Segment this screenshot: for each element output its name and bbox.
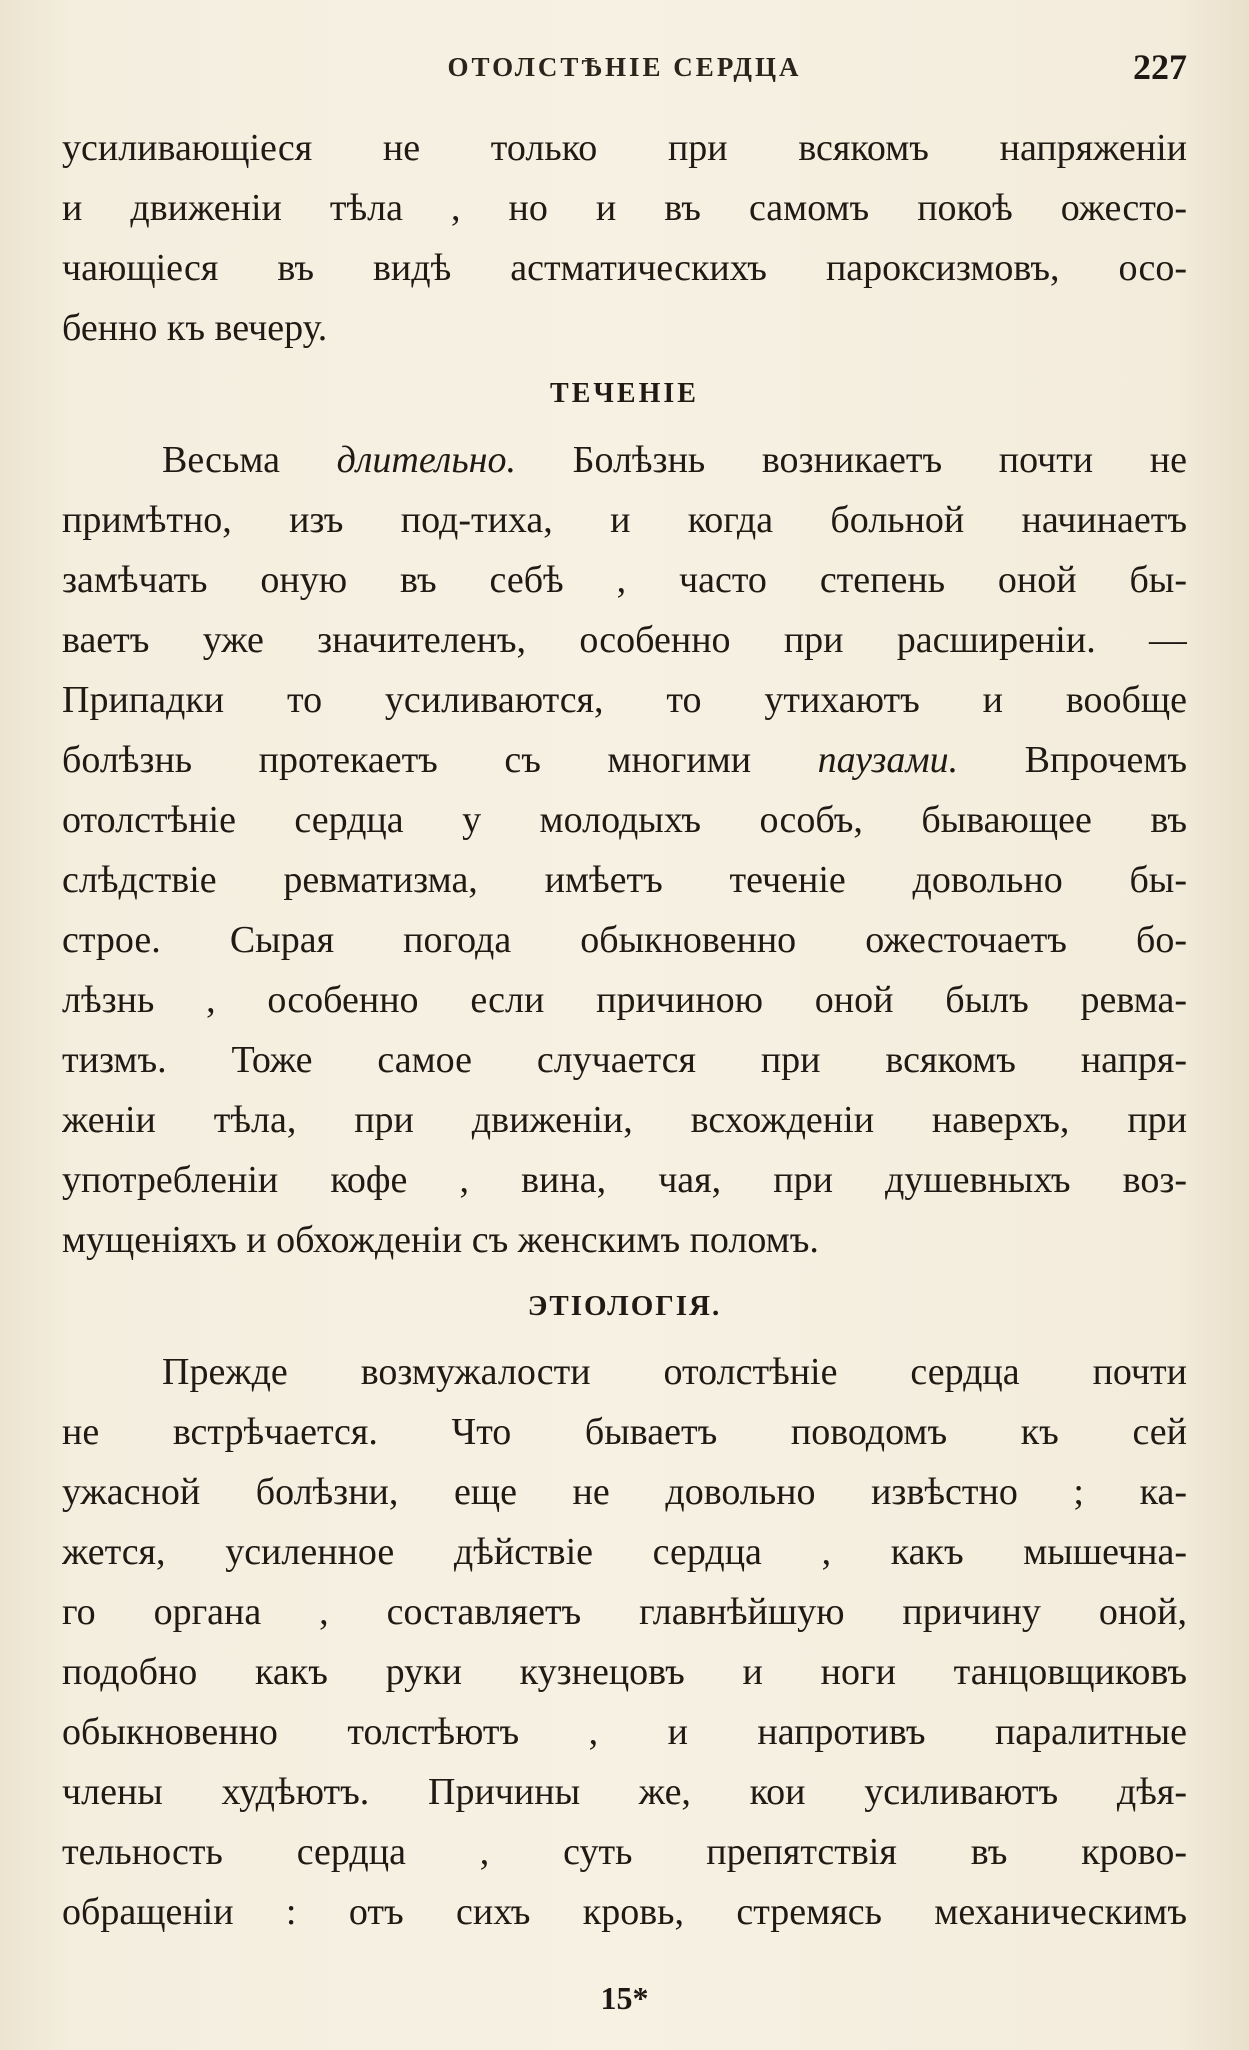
section-heading-course: ТЕЧЕНІЕ [550, 378, 699, 409]
text-line: не встрѣчается. Что бываетъ поводомъ къ сей [62, 1411, 1187, 1453]
text-line: тельность сердца , суть препятствія въ крово- [62, 1831, 1187, 1873]
section-heading-etiology: ЭТІОЛОГІЯ. [527, 1290, 722, 1322]
text-line: бенно къ вечеру. [62, 307, 328, 349]
text-line: члены худѣютъ. Причины же, кои усиливаютъ дѣя- [62, 1771, 1187, 1813]
text-run: Болѣзнь возникаетъ почти не [516, 439, 1187, 481]
running-title: ОТОЛСТѢНІЕ СЕРДЦА [447, 52, 802, 82]
text-run: Весьма [162, 439, 337, 481]
text-line: употребленіи кофе , вина, чая, при душевныхъ воз- [62, 1159, 1187, 1201]
text-line: слѣдствіе ревматизма, имѣетъ теченіе довольно бы- [62, 859, 1187, 901]
text-run: болѣзнь протекаетъ съ многими [62, 739, 818, 781]
text-line: примѣтно, изъ под-тиха, и когда больной начинаетъ [62, 499, 1187, 541]
paragraph-etiology [62, 1342, 1187, 1942]
page-number: 227 [1133, 47, 1187, 87]
text-line: подобно какъ руки кузнецовъ и ноги танцовщиковъ [62, 1651, 1187, 1693]
text-line: и движеніи тѣла , но и въ самомъ покоѣ ожесто- [62, 187, 1187, 229]
text-run: Впрочемъ [958, 739, 1187, 781]
text-line: ужасной болѣзни, еще не довольно извѣстно ; ка- [62, 1471, 1187, 1513]
text-line [62, 430, 1187, 490]
text-line: жется, усиленное дѣйствіе сердца , какъ мышечна- [62, 1531, 1187, 1573]
paragraph-continued [62, 118, 1187, 358]
italic-term: паузами. [817, 739, 959, 781]
paragraph-course [62, 430, 1187, 1270]
text-line: обыкновенно толстѣютъ , и напротивъ паралитные [62, 1711, 1187, 1753]
text-line: Припадки то усиливаются, то утихаютъ и вообще [62, 679, 1187, 721]
italic-term: длительно. [336, 439, 517, 481]
text-line: лѣзнь , особенно если причиною оной былъ ревма- [62, 979, 1187, 1021]
text-line: тизмъ. Тоже самое случается при всякомъ напря- [62, 1039, 1187, 1081]
text-line: женіи тѣла, при движеніи, всхожденіи наверхъ, при [62, 1099, 1187, 1141]
printer-signature-mark: 15* [600, 1980, 649, 2016]
text-line: обращеніи : отъ сихъ кровь, стремясь механическимъ [62, 1891, 1187, 1933]
text-line: Прежде возмужалости отолстѣніе сердца почти [162, 1351, 1187, 1393]
text-line: замѣчать оную въ себѣ , часто степень оной бы- [62, 559, 1187, 601]
text-line: чающіеся въ видѣ астматическихъ пароксизмовъ, осо- [62, 247, 1187, 289]
text-line: усиливающіеся не только при всякомъ напряженіи [62, 127, 1187, 169]
text-line: го органа , составляетъ главнѣйшую причину оной, [62, 1591, 1187, 1633]
text-line [62, 730, 1187, 790]
text-line: мущеніяхъ и обхожденіи съ женскимъ поломъ. [62, 1219, 819, 1261]
page-header [62, 47, 1187, 92]
text-line: отолстѣніе сердца у молодыхъ особъ, бывающее въ [62, 799, 1187, 841]
text-line: ваетъ уже значителенъ, особенно при расширеніи. — [62, 619, 1187, 661]
text-line: строе. Сырая погода обыкновенно ожесточаетъ бо- [62, 919, 1187, 961]
body-text [62, 118, 1187, 1942]
